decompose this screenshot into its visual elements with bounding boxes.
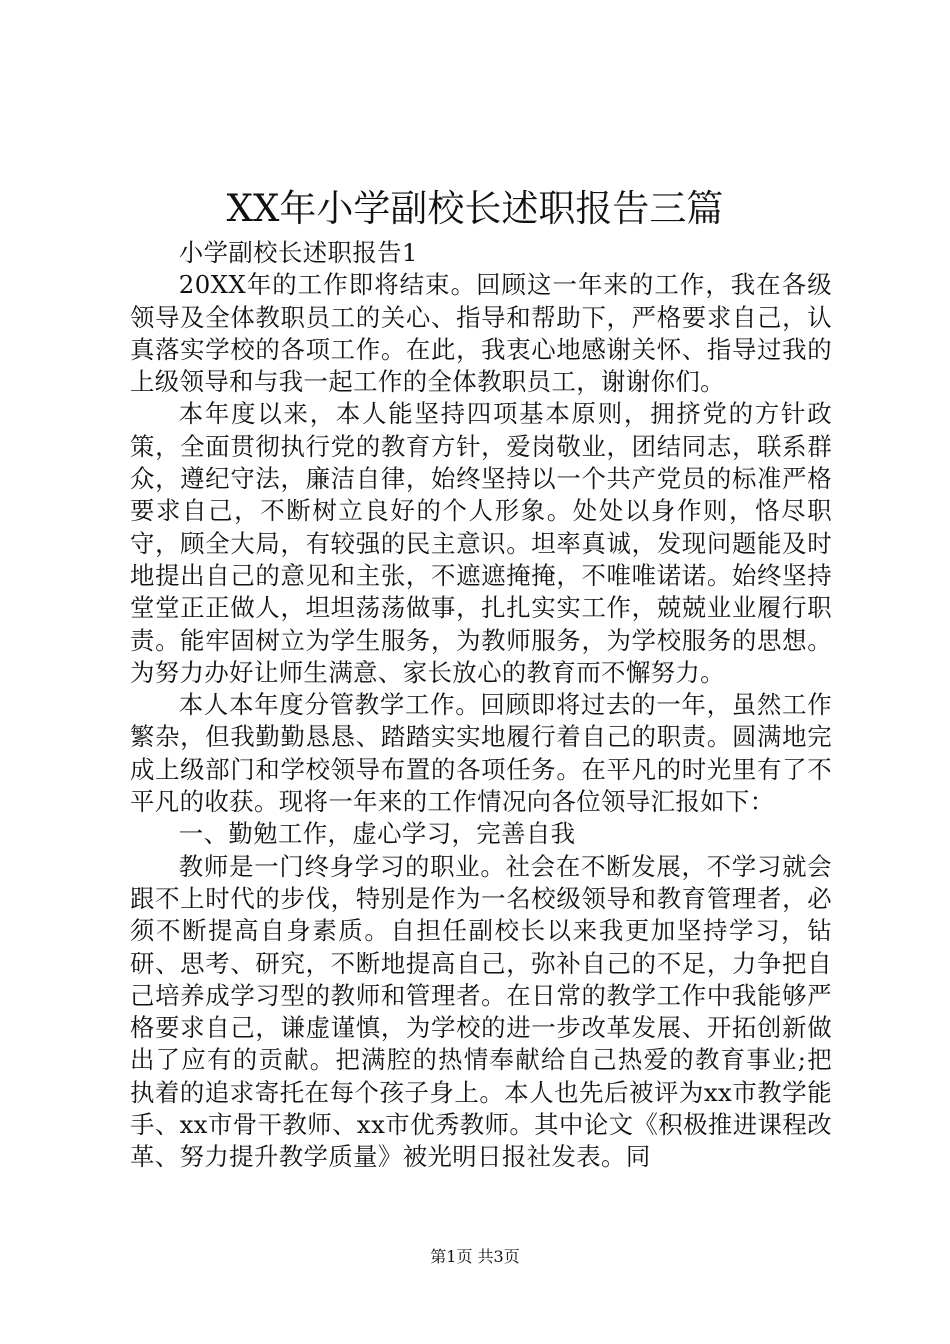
document-title: XX年小学副校长述职报告三篇: [226, 187, 724, 230]
paragraph-teaching-work: 本人本年度分管教学工作。回顾即将过去的一年，虽然工作繁杂，但我勤勤恳恳、踏踏实实地履行着自己的职责。圆满地完成上级部门和学校领导布置的各项任务。在平凡的时光里有了不平凡的收获。现将一年来的工作情况向各位领导汇报如下：: [130, 690, 832, 817]
page-footer: 第1页 共3页: [430, 1247, 520, 1266]
document-body: [130, 237, 832, 1174]
report-subtitle: 小学副校长述职报告1: [178, 238, 418, 267]
paragraph-intro: 20XX年的工作即将结束。回顾这一年来的工作，我在各级领导及全体教职员工的关心、指导和帮助下，严格要求自己，认真落实学校的各项工作。在此，我衷心地感谢关怀、指导过我的上级领导和与我一起工作的全体教职员工，谢谢你们。: [130, 270, 832, 397]
section-heading: 一、勤勉工作，虚心学习，完善自我: [178, 819, 576, 849]
paragraph-principles: 本年度以来，本人能坚持四项基本原则，拥挤党的方针政策，全面贯彻执行党的教育方针，爱岗敬业，团结同志，联系群众，遵纪守法，廉洁自律，始终坚持以一个共产党员的标准严格要求自己，不断树立良好的个人形象。处处以身作则，恪尽职守，顾全大局，有较强的民主意识。坦率真诚，发现问题能及时地提出自己的意见和主张，不遮遮掩掩，不唯唯诺诺。始终坚持堂堂正正做人，坦坦荡荡做事，扎扎实实工作，兢兢业业履行职责。能牢固树立为学生服务，为教师服务，为学校服务的思想。为努力办好让师生满意、家长放心的教育而不懈努力。: [130, 399, 832, 687]
paragraph-learning: 教师是一门终身学习的职业。社会在不断发展，不学习就会跟不上时代的步伐，特别是作为一名校级领导和教育管理者，必须不断提高自身素质。自担任副校长以来我更加坚持学习，钻研、思考、研究，不断地提高自己，弥补自己的不足，力争把自己培养成学习型的教师和管理者。在日常的教学工作中我能够严格要求自己，谦虚谨慎，为学校的进一步改革发展、开拓创新做出了应有的贡献。把满腔的热情奉献给自己热爱的教育事业;把执着的追求寄托在每个孩子身上。本人也先后被评为xx市教学能手、xx市骨干教师、xx市优秀教师。其中论文《积极推进课程改革、努力提升教学质量》被光明日报社发表。同: [130, 851, 832, 1172]
